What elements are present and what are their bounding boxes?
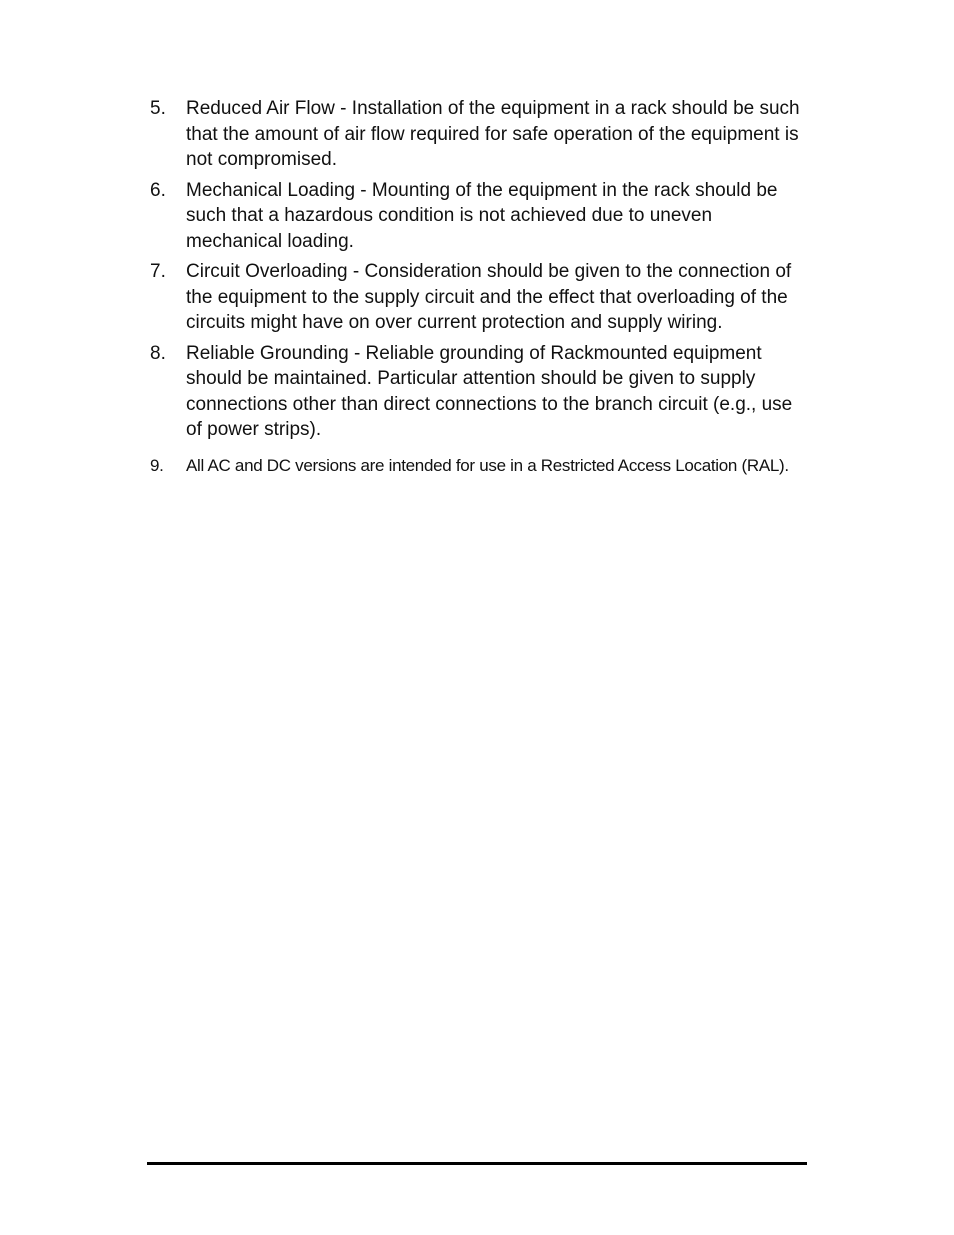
list-item-number: 8. <box>150 342 166 364</box>
list-item-5 <box>150 96 810 173</box>
list-item-number: 6. <box>150 179 166 201</box>
list-item-8 <box>150 341 810 443</box>
list-item-text: Reliable Grounding - Reliable grounding of Rackmounted equipment should be maintained. Particular attention should be given to supply connections other than direct connections to the branch circuit (e.g., use of power strips). <box>186 342 793 440</box>
list-item-text: Mechanical Loading - Mounting of the equipment in the rack should be such that a hazardous condition is not achieved due to uneven mechanical loading. <box>186 179 778 252</box>
list-item-text: Circuit Overloading - Consideration should be given to the connection of the equipment to the supply circuit and the effect that overloading of the circuits might have on over current protection and supply wiring. <box>186 261 792 333</box>
footer-divider <box>147 1162 807 1165</box>
list-item-6 <box>150 178 810 255</box>
safety-instructions-list <box>150 96 810 483</box>
list-item-7 <box>150 259 810 336</box>
list-item-9 <box>150 453 810 478</box>
list-item-number: 9. <box>150 455 164 475</box>
list-item-number: 5. <box>150 98 166 119</box>
list-item-text: Reduced Air Flow - Installation of the equipment in a rack should be such that the amount of air flow required for safe operation of the equipment is not compromised. <box>186 98 800 170</box>
list-item-number: 7. <box>150 261 166 282</box>
list-item-text: All AC and DC versions are intended for use in a Restricted Access Location (RAL). <box>186 455 789 475</box>
